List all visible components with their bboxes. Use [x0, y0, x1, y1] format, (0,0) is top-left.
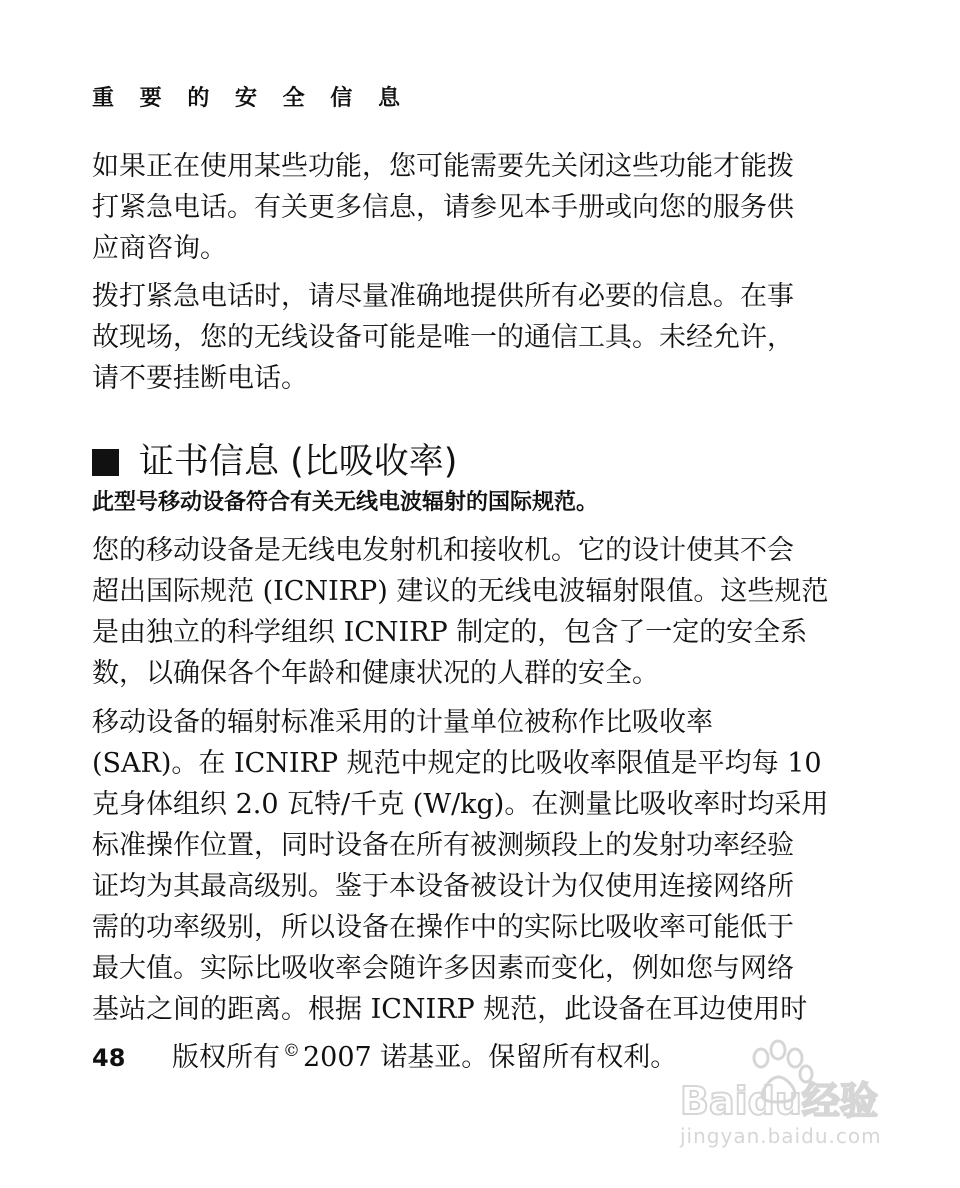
paragraph-line: 您的移动设备是无线电发射机和接收机。它的设计使其不会	[92, 535, 794, 566]
watermark-caption: jingyan.baidu.com	[680, 1124, 882, 1148]
paragraph-line: 请不要挂断电话。	[92, 363, 308, 394]
baidu-paw-logo-icon	[666, 1036, 916, 1126]
paragraph-line: 需的功率级别，所以设备在操作中的实际比吸收率可能低于	[92, 912, 794, 943]
section-subheading: 此型号移动设备符合有关无线电波辐射的国际规范。	[92, 490, 599, 515]
paragraph-line: 移动设备的辐射标准采用的计量单位被称作比吸收率	[92, 707, 713, 738]
paragraph-line: (SAR)。在 ICNIRP 规范中规定的比吸收率限值是平均每 10	[92, 748, 822, 779]
section-heading	[92, 439, 457, 485]
copyright-prefix: 版权所有	[172, 1042, 280, 1073]
paragraph-line: 克身体组织 2.0 瓦特/千克 (W/kg)。在测量比吸收率时均采用	[92, 789, 829, 820]
paragraph-emergency-call-features	[92, 146, 872, 269]
running-header: 重 要 的 安 全 信 息	[92, 86, 409, 111]
paragraph-emergency-call-info	[92, 276, 872, 399]
paragraph-line: 数，以确保各个年龄和健康状况的人群的安全。	[92, 658, 659, 689]
paragraph-sar-limits	[92, 702, 872, 1030]
paragraph-line: 拨打紧急电话时，请尽量准确地提供所有必要的信息。在事	[92, 281, 794, 312]
paragraph-line: 应商咨询。	[92, 233, 227, 264]
page-footer	[92, 1031, 677, 1078]
copyright-text: 2007 诺基亚。保留所有权利。	[303, 1042, 678, 1073]
paragraph-line: 如果正在使用某些功能，您可能需要先关闭这些功能才能拨	[92, 151, 794, 182]
paragraph-line: 打紧急电话。有关更多信息，请参见本手册或向您的服务供	[92, 192, 794, 223]
paragraph-line: 超出国际规范 (ICNIRP) 建议的无线电波辐射限值。这些规范	[92, 576, 829, 607]
baidu-jingyan-watermark	[666, 1036, 916, 1156]
paragraph-line: 标准操作位置，同时设备在所有被测频段上的发射功率经验	[92, 830, 794, 861]
section-heading-text: 证书信息 (比吸收率)	[139, 442, 458, 482]
copyright-symbol: ©	[283, 1041, 300, 1061]
paragraph-line: 证均为其最高级别。鉴于本设备被设计为仅使用连接网络所	[92, 871, 794, 902]
paragraph-line: 故现场，您的无线设备可能是唯一的通信工具。未经允许，	[92, 322, 794, 353]
paragraph-line: 是由独立的科学组织 ICNIRP 制定的，包含了一定的安全系	[92, 617, 808, 648]
black-square-bullet-icon	[92, 449, 119, 476]
page-number: 48	[92, 1044, 126, 1072]
watermark-logo-text: Baidu经验	[680, 1079, 878, 1123]
paragraph-line: 基站之间的距离。根据 ICNIRP 规范，此设备在耳边使用时	[92, 994, 808, 1025]
paragraph-radio-exposure	[92, 530, 872, 694]
paragraph-line: 最大值。实际比吸收率会随许多因素而变化，例如您与网络	[92, 953, 794, 984]
